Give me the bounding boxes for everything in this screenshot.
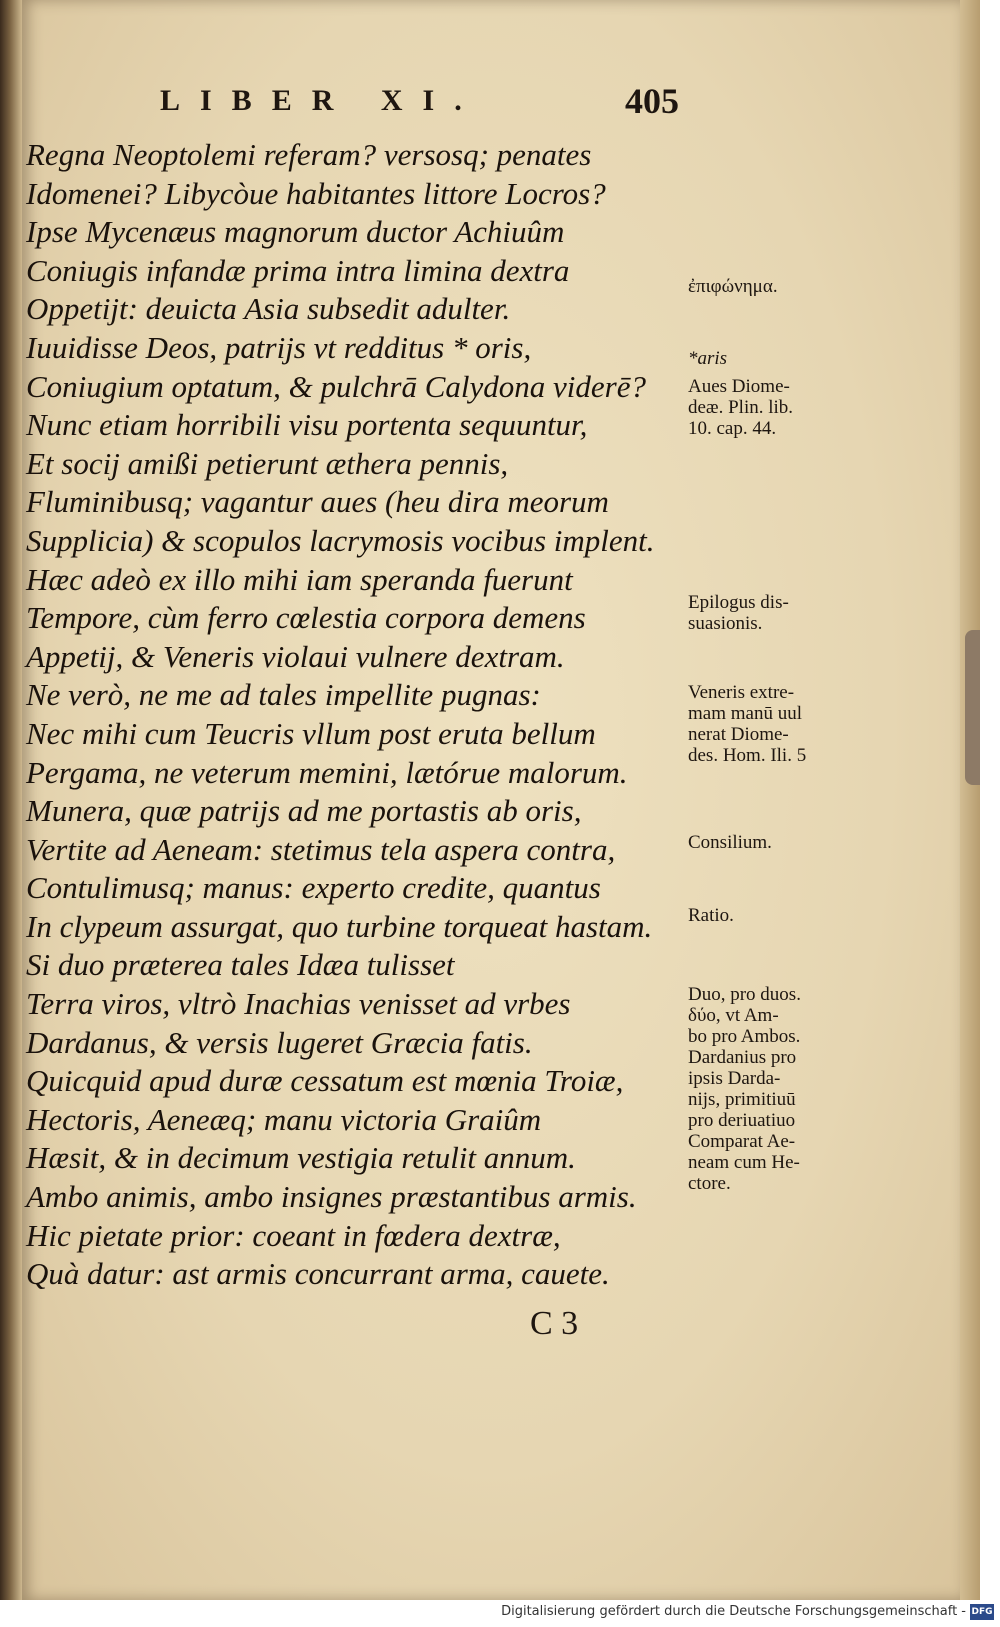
- verse-line: Et socij amißi petierunt æthera pennis,: [26, 445, 509, 481]
- page-tab: [965, 630, 980, 785]
- dfg-logo-icon: DFG: [970, 1604, 994, 1620]
- verse-line: Fluminibusq; vagantur aues (heu dira meorum: [26, 484, 609, 520]
- verse-line: Iuuidisse Deos, patrijs vt redditus * oris,: [26, 329, 532, 365]
- verse-line: Idomenei? Libycòue habitantes littore Locros?: [26, 175, 606, 211]
- marginal-note: *aris: [688, 348, 728, 369]
- marginal-note: Consilium.: [688, 832, 772, 853]
- verse-line: Oppetijt: deuicta Asia subsedit adulter.: [26, 291, 511, 327]
- verse-line: Hæc adeò ex illo mihi iam speranda fuerunt: [26, 561, 573, 597]
- running-head: [160, 81, 720, 132]
- verse-line: Hectoris, Aeneæq; manu victoria Graiûm: [26, 1101, 542, 1137]
- marginal-note: Epilogus dis- suasionis.: [688, 592, 789, 634]
- verse-line: Nec mihi cum Teucris vllum post eruta bellum: [26, 715, 596, 751]
- verse-column: [26, 136, 686, 1294]
- binding-edge: [0, 0, 22, 1600]
- verse-line: Pergama, ne veterum memini, lætórue malorum.: [26, 754, 628, 790]
- marginal-note: ἐπιφώνημα.: [688, 276, 778, 297]
- verse-line: In clypeum assurgat, quo turbine torqueat hastam.: [26, 908, 653, 944]
- verse-line: Dardanus, & versis lugeret Græcia fatis.: [26, 1024, 533, 1060]
- verse-line: Coniugis infandæ prima intra limina dextra: [26, 252, 570, 288]
- book-title: LIBER XI.: [160, 84, 482, 117]
- marginal-note: Veneris extre- mam manū uul nerat Diome- des. Hom. Ili. 5: [688, 682, 807, 766]
- marginal-note: Duo, pro duos. δύο, vt Am- bo pro Ambos. Dardanius pro ipsis Darda- nijs, primitiuū pro deriuatiuo Comparat Ae- neam cum He- ctore.: [688, 984, 801, 1194]
- verse-line: Contulimusq; manus: experto credite, quantus: [26, 870, 601, 906]
- verse-line: Supplicia) & scopulos lacrymosis vocibus implent.: [26, 522, 655, 558]
- verse-line: Quicquid apud duræ cessatum est mœnia Troiæ,: [26, 1063, 624, 1099]
- verse-line: Ambo animis, ambo insignes præstantibus armis.: [26, 1179, 637, 1215]
- signature-mark: C 3: [530, 1305, 579, 1342]
- marginal-note: Ratio.: [688, 905, 734, 926]
- verse-line: Quà datur: ast armis concurrant arma, cauete.: [26, 1256, 610, 1292]
- verse-line: Si duo præterea tales Idæa tulisset: [26, 947, 455, 983]
- verse-line: Nunc etiam horribili visu portenta sequuntur,: [26, 407, 588, 443]
- verse-line: Hic pietate prior: coeant in fœdera dextræ,: [26, 1217, 561, 1253]
- funding-credit: Digitalisierung gefördert durch die Deutsche Forschungsgemeinschaft -: [501, 1604, 966, 1619]
- verse-line: Tempore, cùm ferro cœlestia corpora demens: [26, 600, 586, 636]
- verse-line: Coniugium optatum, & pulchrā Calydona viderē?: [26, 368, 646, 404]
- footer: [0, 1600, 1000, 1627]
- verse-line: Hæsit, & in decimum vestigia retulit annum.: [26, 1140, 576, 1176]
- verse-line: Regna Neoptolemi referam? versosq; penates: [26, 137, 592, 172]
- verse-line: Ne verò, ne me ad tales impellite pugnas:: [26, 677, 541, 713]
- verse-line: Ipse Mycenæus magnorum ductor Achiuûm: [26, 214, 565, 250]
- page-edge: [960, 0, 980, 1600]
- marginal-note: Aues Diome- deæ. Plin. lib. 10. cap. 44.: [688, 376, 794, 439]
- verse-line: Appetij, & Veneris violaui vulnere dextram.: [26, 638, 565, 674]
- verse-line: Vertite ad Aeneam: stetimus tela aspera contra,: [26, 831, 616, 867]
- verse-line: Terra viros, vltrò Inachias venisset ad vrbes: [26, 986, 571, 1022]
- page-number: 405: [625, 81, 679, 121]
- verse-line: Munera, quæ patrijs ad me portastis ab oris,: [26, 793, 582, 829]
